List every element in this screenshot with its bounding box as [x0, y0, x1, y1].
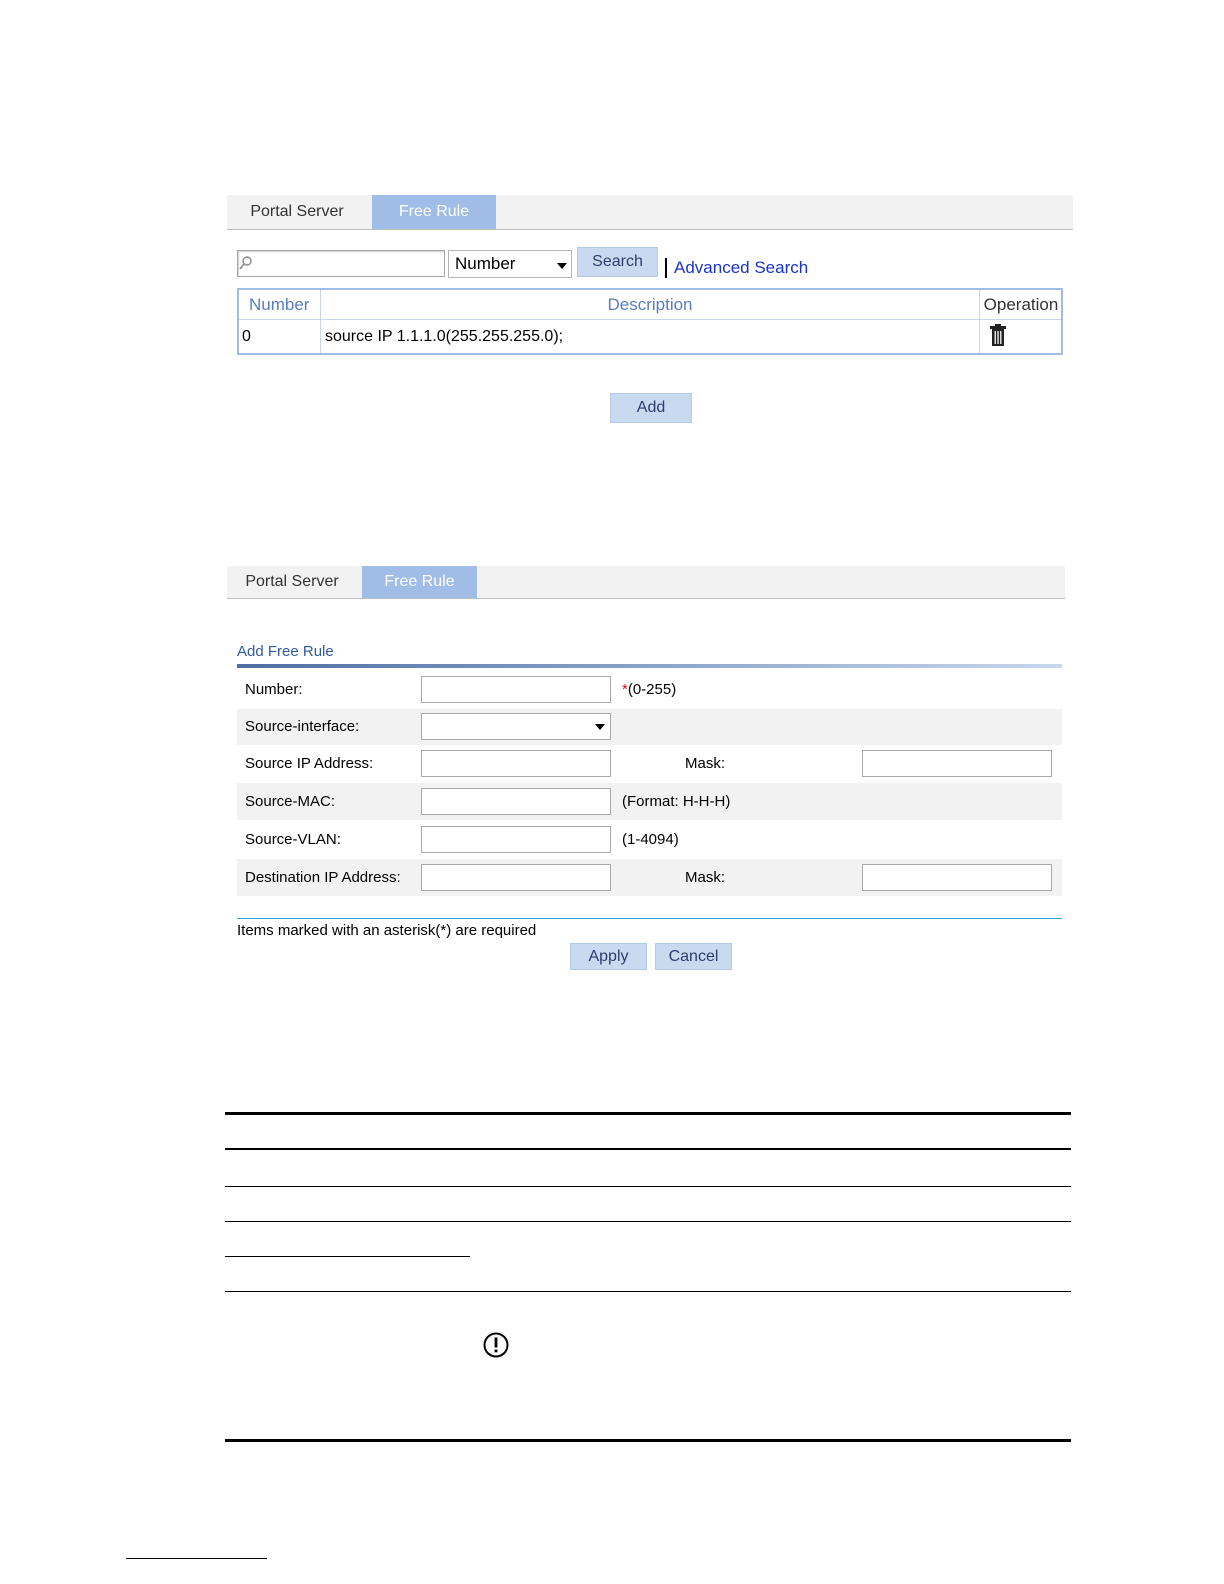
- source-interface-label: Source-interface:: [245, 718, 360, 735]
- section-title: Add Free Rule: [237, 643, 334, 660]
- tab-free-rule[interactable]: Free Rule: [372, 195, 496, 229]
- search-field-value: Number: [455, 254, 516, 273]
- table-row-rule: [225, 1291, 1071, 1292]
- search-icon: [239, 255, 253, 271]
- destination-ip-field[interactable]: [421, 864, 611, 891]
- destination-mask-label: Mask:: [685, 869, 726, 886]
- column-header-operation: Operation: [983, 295, 1059, 314]
- footnote-rule: [126, 1558, 267, 1559]
- source-ip-label: Source IP Address:: [245, 755, 374, 772]
- chevron-down-icon: [557, 263, 567, 269]
- column-header-description[interactable]: Description: [607, 295, 693, 314]
- table-partial-rule: [225, 1256, 470, 1257]
- search-button[interactable]: Search: [577, 247, 658, 277]
- destination-ip-label: Destination IP Address:: [245, 869, 401, 886]
- source-mac-hint: (Format: H-H-H): [622, 793, 731, 810]
- tab-portal-server[interactable]: Portal Server: [250, 203, 344, 220]
- apply-button[interactable]: Apply: [570, 943, 647, 970]
- source-vlan-hint: (1-4094): [622, 831, 679, 848]
- number-field[interactable]: [421, 676, 611, 703]
- tab-portal-server[interactable]: Portal Server: [245, 573, 339, 590]
- number-range-hint: (0-255): [627, 681, 677, 698]
- required-note: Items marked with an asterisk(*) are required: [237, 922, 537, 939]
- chevron-down-icon: [595, 724, 605, 730]
- source-mask-field[interactable]: [862, 750, 1052, 777]
- form-bottom-rule: [237, 918, 1062, 919]
- table-bottom-rule: [225, 1439, 1071, 1442]
- source-ip-field[interactable]: [421, 750, 611, 777]
- table-row-rule: [225, 1186, 1071, 1187]
- table-row-number: 0: [242, 328, 251, 345]
- cancel-button[interactable]: Cancel: [655, 943, 732, 970]
- trash-icon[interactable]: [990, 324, 1006, 346]
- search-field-select[interactable]: [448, 250, 572, 278]
- search-input[interactable]: [237, 250, 445, 277]
- add-button[interactable]: Add: [610, 393, 692, 423]
- tab-bar-form: [227, 566, 1065, 599]
- column-header-number[interactable]: Number: [249, 295, 310, 314]
- required-asterisk: *: [622, 681, 628, 698]
- tab-free-rule[interactable]: Free Rule: [362, 566, 477, 598]
- source-vlan-label: Source-VLAN:: [245, 831, 341, 848]
- section-title-rule: [237, 664, 1062, 668]
- table-top-rule: [225, 1112, 1071, 1115]
- source-vlan-field[interactable]: [421, 826, 611, 853]
- source-mac-label: Source-MAC:: [245, 793, 336, 810]
- tab-bar-list: [227, 195, 1073, 230]
- advanced-search-link[interactable]: Advanced Search: [674, 258, 809, 277]
- table-row-description: source IP 1.1.1.0(255.255.255.0);: [325, 328, 564, 345]
- divider: [665, 258, 667, 278]
- source-mac-field[interactable]: [421, 788, 611, 815]
- source-interface-select[interactable]: [421, 713, 611, 740]
- destination-mask-field[interactable]: [862, 864, 1052, 891]
- number-hint: [622, 681, 676, 698]
- caution-icon: [482, 1331, 510, 1359]
- table-header-rule: [225, 1148, 1071, 1150]
- source-mask-label: Mask:: [685, 755, 726, 772]
- number-label: Number:: [245, 681, 303, 698]
- row-shade: [237, 709, 1062, 745]
- table-row-rule: [225, 1221, 1071, 1222]
